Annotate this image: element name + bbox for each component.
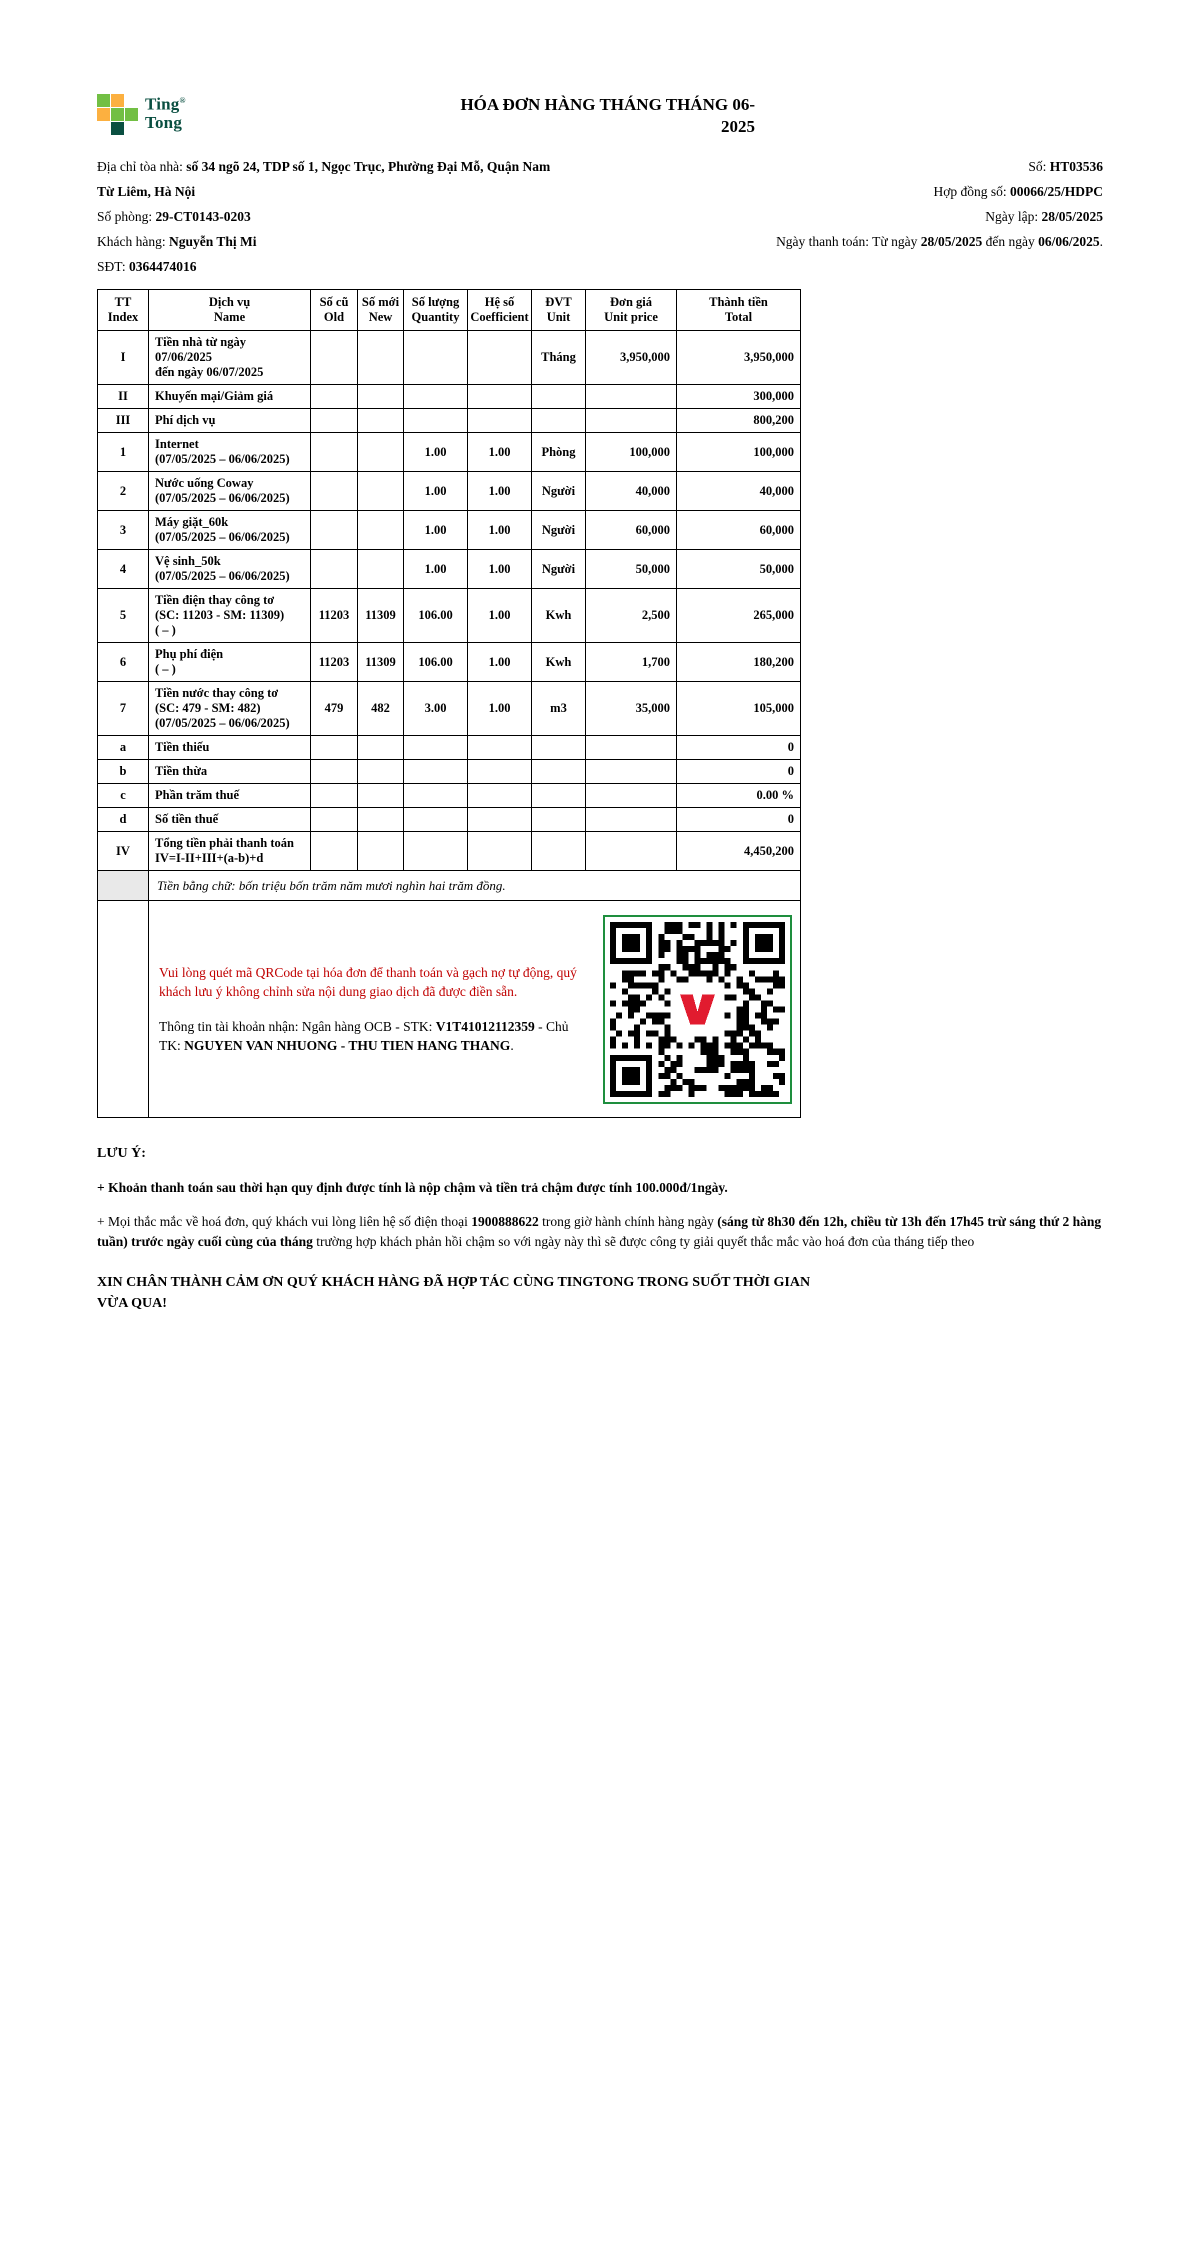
cell-total: 105,000 — [677, 682, 801, 736]
cell-new-reading — [358, 760, 404, 784]
cell-quantity — [404, 808, 468, 832]
cell-service-name: Tiền nước thay công tơ (SC: 479 - SM: 482) (07/05/2025 – 06/06/2025) — [149, 682, 311, 736]
amount-in-words-cell — [149, 871, 801, 901]
column-header: TT Index — [98, 290, 149, 331]
cell-service-name: Vệ sinh_50k (07/05/2025 – 06/06/2025) — [149, 550, 311, 589]
cell-coefficient — [468, 784, 532, 808]
cell-total: 180,200 — [677, 643, 801, 682]
cell-service-name: Tiền điện thay công tơ (SC: 11203 - SM: 11309) ( – ) — [149, 589, 311, 643]
cell-unit — [532, 832, 586, 871]
cell-service-name: Phí dịch vụ — [149, 409, 311, 433]
cell-unit-price — [586, 409, 677, 433]
table-row — [98, 682, 801, 736]
invoice-title: HÓA ĐƠN HÀNG THÁNG THÁNG 06- 2025 — [460, 95, 755, 136]
cell-index: d — [98, 808, 149, 832]
cell-unit: Người — [532, 472, 586, 511]
cell-index: c — [98, 784, 149, 808]
cell-coefficient — [468, 736, 532, 760]
cell-old-reading — [311, 784, 358, 808]
cell-old-reading — [311, 511, 358, 550]
cell-new-reading — [358, 808, 404, 832]
cell-service-name: Phần trăm thuế — [149, 784, 311, 808]
footer-notes — [97, 1144, 1103, 1314]
cell-index: 4 — [98, 550, 149, 589]
cell-coefficient: 1.00 — [468, 511, 532, 550]
cell-quantity — [404, 385, 468, 409]
cell-index: I — [98, 331, 149, 385]
cell-unit-price: 100,000 — [586, 433, 677, 472]
empty-index-cell — [98, 901, 149, 1118]
cell-total: 100,000 — [677, 433, 801, 472]
cell-index: III — [98, 409, 149, 433]
cell-unit: m3 — [532, 682, 586, 736]
cell-total: 0 — [677, 736, 801, 760]
payment-instructions — [157, 963, 591, 1055]
table-row — [98, 736, 801, 760]
cell-service-name: Tiền thiếu — [149, 736, 311, 760]
cell-service-name: Phụ phí điện ( – ) — [149, 643, 311, 682]
cell-new-reading — [358, 736, 404, 760]
cell-coefficient — [468, 760, 532, 784]
table-row — [98, 643, 801, 682]
cell-index: 3 — [98, 511, 149, 550]
cell-unit-price: 35,000 — [586, 682, 677, 736]
invoice-number: Số: HT03536 — [1028, 159, 1103, 174]
cell-unit: Kwh — [532, 643, 586, 682]
cell-old-reading — [311, 550, 358, 589]
cell-old-reading — [311, 472, 358, 511]
cell-new-reading: 482 — [358, 682, 404, 736]
cell-quantity — [404, 736, 468, 760]
cell-new-reading — [358, 784, 404, 808]
cell-unit-price: 2,500 — [586, 589, 677, 643]
cell-unit — [532, 736, 586, 760]
logo-square-green-1 — [97, 94, 110, 107]
qr-payment-row — [98, 901, 801, 1118]
cell-old-reading: 479 — [311, 682, 358, 736]
cell-unit-price — [586, 832, 677, 871]
cell-unit-price: 40,000 — [586, 472, 677, 511]
cell-old-reading — [311, 832, 358, 871]
cell-coefficient — [468, 832, 532, 871]
column-header: Đơn giá Unit price — [586, 290, 677, 331]
cell-unit-price — [586, 385, 677, 409]
table-row — [98, 550, 801, 589]
logo-square-teal — [111, 122, 124, 135]
qr-code-image — [610, 922, 785, 1097]
cell-coefficient: 1.00 — [468, 589, 532, 643]
cell-index: 7 — [98, 682, 149, 736]
empty-index-cell — [98, 871, 149, 901]
logo-square-green-2 — [111, 108, 124, 121]
invoice-info-right — [776, 154, 1103, 279]
table-row — [98, 589, 801, 643]
logo-text-bottom: Tong — [145, 112, 183, 132]
cell-new-reading: 11309 — [358, 643, 404, 682]
cell-new-reading — [358, 409, 404, 433]
cell-old-reading — [311, 331, 358, 385]
customer-name: Khách hàng: Nguyễn Thị Mi — [97, 234, 257, 249]
cell-quantity — [404, 331, 468, 385]
cell-total: 60,000 — [677, 511, 801, 550]
cell-index: II — [98, 385, 149, 409]
cell-quantity: 106.00 — [404, 589, 468, 643]
cell-unit — [532, 808, 586, 832]
cell-unit-price — [586, 736, 677, 760]
qr-code — [603, 915, 792, 1104]
cell-total: 800,200 — [677, 409, 801, 433]
qr-instruction-text: Vui lòng quét mã QRCode tại hóa đơn để thanh toán và gạch nợ tự động, quý khách lưu ý không chỉnh sửa nội dung giao dịch đã được điền sẵn. — [159, 965, 577, 999]
cell-total: 300,000 — [677, 385, 801, 409]
table-row — [98, 511, 801, 550]
logo-square-yellow-2 — [97, 108, 110, 121]
cell-unit: Người — [532, 550, 586, 589]
cell-old-reading — [311, 433, 358, 472]
tingtong-logo-icon — [97, 94, 138, 135]
cell-new-reading — [358, 511, 404, 550]
qr-payment-content — [157, 915, 792, 1104]
room-number: Số phòng: 29-CT0143-0203 — [97, 209, 251, 224]
cell-unit — [532, 409, 586, 433]
column-header: Số cũ Old — [311, 290, 358, 331]
cell-index: 6 — [98, 643, 149, 682]
cell-index: IV — [98, 832, 149, 871]
cell-coefficient — [468, 331, 532, 385]
cell-old-reading — [311, 409, 358, 433]
table-row — [98, 433, 801, 472]
cell-quantity: 1.00 — [404, 472, 468, 511]
cell-quantity — [404, 784, 468, 808]
cell-unit — [532, 385, 586, 409]
cell-new-reading — [358, 331, 404, 385]
table-extra — [98, 871, 801, 1118]
cell-quantity: 1.00 — [404, 511, 468, 550]
invoice-header — [97, 92, 1103, 138]
cell-total: 0 — [677, 808, 801, 832]
cell-quantity: 106.00 — [404, 643, 468, 682]
cell-old-reading — [311, 760, 358, 784]
table-row — [98, 784, 801, 808]
cell-unit: Tháng — [532, 331, 586, 385]
amount-in-words-row — [98, 871, 801, 901]
cell-total: 50,000 — [677, 550, 801, 589]
cell-service-name: Tiền nhà từ ngày 07/06/2025 đến ngày 06/07/2025 — [149, 331, 311, 385]
cell-old-reading: 11203 — [311, 589, 358, 643]
cell-unit-price — [586, 808, 677, 832]
cell-index: 5 — [98, 589, 149, 643]
cell-coefficient: 1.00 — [468, 472, 532, 511]
cell-unit — [532, 760, 586, 784]
cell-total: 4,450,200 — [677, 832, 801, 871]
cell-unit-price: 50,000 — [586, 550, 677, 589]
cell-unit-price: 3,950,000 — [586, 331, 677, 385]
cell-unit: Người — [532, 511, 586, 550]
cell-coefficient: 1.00 — [468, 433, 532, 472]
cell-unit: Kwh — [532, 589, 586, 643]
cell-coefficient — [468, 385, 532, 409]
cell-quantity — [404, 409, 468, 433]
cell-unit-price — [586, 784, 677, 808]
logo-square-green-3 — [125, 108, 138, 121]
table-row — [98, 808, 801, 832]
registered-mark: ® — [179, 96, 186, 105]
cell-coefficient: 1.00 — [468, 643, 532, 682]
cell-new-reading — [358, 832, 404, 871]
cell-service-name: Tiền thừa — [149, 760, 311, 784]
cell-service-name: Nước uống Coway (07/05/2025 – 06/06/2025) — [149, 472, 311, 511]
logo-square-yellow-1 — [111, 94, 124, 107]
late-payment-note: + Khoản thanh toán sau thời hạn quy định được tính là nộp chậm và tiền trả chậm được tính 100.000đ/1ngày. — [97, 1180, 728, 1195]
payment-period: Ngày thanh toán: Từ ngày 28/05/2025 đến ngày 06/06/2025. — [776, 234, 1103, 249]
cell-new-reading — [358, 472, 404, 511]
cell-index: a — [98, 736, 149, 760]
table-row — [98, 409, 801, 433]
qr-payment-cell — [149, 901, 801, 1118]
cell-quantity — [404, 760, 468, 784]
cell-service-name: Khuyến mại/Giảm giá — [149, 385, 311, 409]
cell-unit — [532, 784, 586, 808]
logo-wordmark — [145, 92, 186, 132]
logo-text-top: Ting — [145, 94, 180, 114]
invoice-table — [97, 289, 801, 1118]
cell-quantity: 1.00 — [404, 550, 468, 589]
table-row — [98, 472, 801, 511]
account-info-text: Thông tin tài khoản nhận: Ngân hàng OCB - STK: V1T41012112359 - Chủ TK: NGUYEN VAN NHUONG - THU TIEN HANG THANG. — [159, 1019, 569, 1053]
amount-in-words-label: Tiền bằng chữ: — [157, 878, 239, 893]
contract-number: Hợp đồng số: 00066/25/HDPC — [933, 184, 1103, 199]
cell-coefficient — [468, 409, 532, 433]
building-address: Địa chỉ tòa nhà: số 34 ngõ 24, TDP số 1, Ngọc Trục, Phường Đại Mỗ, Quận Nam Từ Liêm, Hà Nội — [97, 159, 551, 199]
cell-index: b — [98, 760, 149, 784]
table-row — [98, 832, 801, 871]
cell-index: 1 — [98, 433, 149, 472]
cell-new-reading — [358, 385, 404, 409]
cell-quantity: 1.00 — [404, 433, 468, 472]
table-header-row — [98, 290, 801, 331]
cell-quantity: 3.00 — [404, 682, 468, 736]
cell-new-reading — [358, 433, 404, 472]
cell-new-reading: 11309 — [358, 589, 404, 643]
cell-total: 265,000 — [677, 589, 801, 643]
cell-unit-price: 60,000 — [586, 511, 677, 550]
column-header: Số lượng Quantity — [404, 290, 468, 331]
table-body — [98, 331, 801, 871]
tingtong-logo — [97, 92, 186, 135]
invoice-info — [97, 154, 1103, 279]
notes-heading: LƯU Ý: — [97, 1146, 146, 1161]
cell-unit-price: 1,700 — [586, 643, 677, 682]
cell-service-name: Máy giặt_60k (07/05/2025 – 06/06/2025) — [149, 511, 311, 550]
cell-coefficient: 1.00 — [468, 550, 532, 589]
issue-date: Ngày lập: 28/05/2025 — [985, 209, 1103, 224]
cell-old-reading — [311, 736, 358, 760]
cell-service-name: Số tiền thuế — [149, 808, 311, 832]
column-header: Dịch vụ Name — [149, 290, 311, 331]
table-row — [98, 331, 801, 385]
column-header: Số mới New — [358, 290, 404, 331]
cell-old-reading — [311, 385, 358, 409]
column-header: ĐVT Unit — [532, 290, 586, 331]
cell-total: 3,950,000 — [677, 331, 801, 385]
table-row — [98, 760, 801, 784]
table-row — [98, 385, 801, 409]
cell-coefficient — [468, 808, 532, 832]
cell-total: 0 — [677, 760, 801, 784]
invoice-info-left — [97, 154, 557, 279]
hotline-note: + Mọi thắc mắc về hoá đơn, quý khách vui lòng liên hệ số điện thoại 1900888622 trong giờ hành chính hàng ngày (sáng từ 8h30 đến 12h, chiều từ 13h đến 17h45 trừ sáng thứ 2 hàng tuần) trước ngày cuối cùng của tháng trường hợp khách phản hồi chậm so với ngày này thì sẽ được công ty giải quyết thắc mắc vào hoá đơn của tháng tiếp theo — [97, 1214, 1102, 1249]
customer-phone: SĐT: 0364474016 — [97, 259, 197, 274]
cell-old-reading — [311, 808, 358, 832]
cell-coefficient: 1.00 — [468, 682, 532, 736]
column-header: Thành tiền Total — [677, 290, 801, 331]
cell-unit-price — [586, 760, 677, 784]
cell-total: 40,000 — [677, 472, 801, 511]
cell-new-reading — [358, 550, 404, 589]
cell-unit: Phòng — [532, 433, 586, 472]
cell-service-name: Internet (07/05/2025 – 06/06/2025) — [149, 433, 311, 472]
amount-in-words-value: bốn triệu bốn trăm năm mươi nghìn hai trăm đồng. — [238, 878, 506, 893]
column-header: Hệ số Coefficient — [468, 290, 532, 331]
cell-total: 0.00 % — [677, 784, 801, 808]
cell-index: 2 — [98, 472, 149, 511]
thanks-message: XIN CHÂN THÀNH CẢM ƠN QUÝ KHÁCH HÀNG ĐÃ HỢP TÁC CÙNG TINGTONG TRONG SUỐT THỜI GIAN VỪA QUA! — [97, 1275, 811, 1311]
cell-service-name: Tổng tiền phải thanh toán IV=I-II+III+(a-b)+d — [149, 832, 311, 871]
cell-old-reading: 11203 — [311, 643, 358, 682]
cell-quantity — [404, 832, 468, 871]
